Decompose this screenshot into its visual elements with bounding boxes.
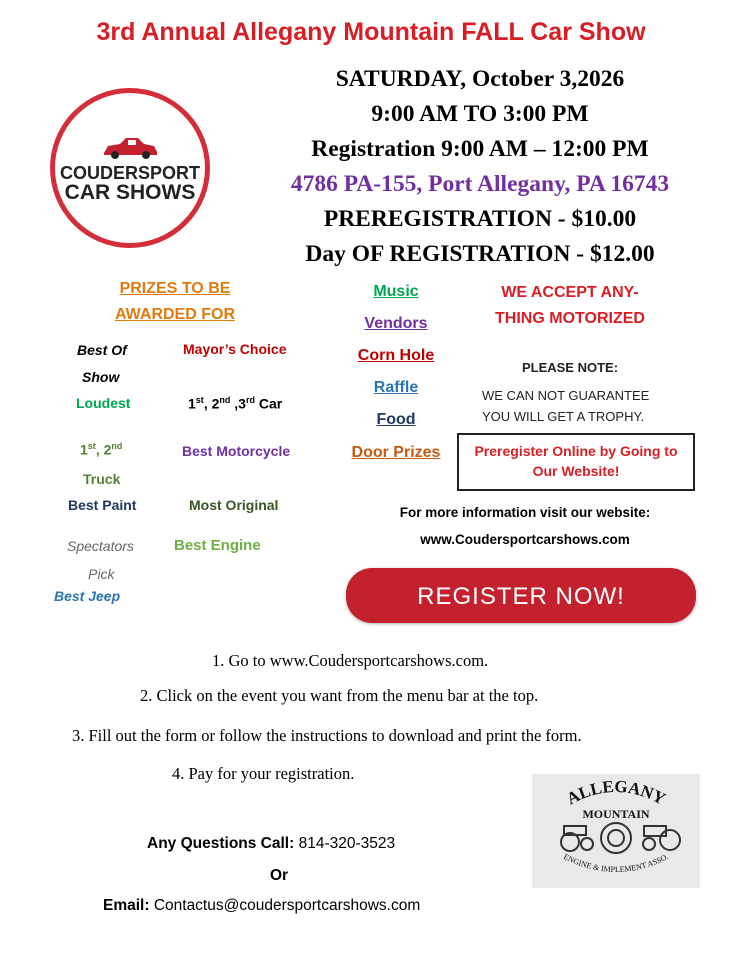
page-title: 3rd Annual Allegany Mountain FALL Car Show <box>96 18 646 46</box>
seal-graphic <box>532 774 700 888</box>
prize-most-original: Most Original <box>189 497 279 513</box>
prize-pick: Pick <box>88 566 115 582</box>
prize-show: Show <box>82 369 120 385</box>
logo-line2: CAR SHOWS <box>64 181 196 204</box>
or-text: Or <box>270 867 289 884</box>
preregister-box-line2: Our Website! <box>532 463 620 479</box>
prize-truck-places <box>80 441 122 458</box>
activity-music: Music <box>373 283 419 300</box>
preregister-online-box <box>457 433 695 491</box>
note-line2: YOU WILL GET A TROPHY. <box>482 409 645 424</box>
prize-car-places <box>188 395 282 412</box>
step-3: 3. Fill out the form or follow the instructions to download and print the form. <box>72 726 582 745</box>
truck-second-sup: nd <box>111 441 123 451</box>
car-second-sup: nd <box>219 395 231 405</box>
coudersport-logo <box>50 88 210 248</box>
truck-first: 1 <box>80 441 88 458</box>
activity-vendors: Vendors <box>364 315 428 332</box>
phone-number[interactable]: 814-320-3523 <box>294 835 396 852</box>
prize-truck: Truck <box>83 471 121 487</box>
logo-line1: COUDERSPORT <box>59 163 200 183</box>
preregistration-price: PREREGISTRATION - $10.00 <box>323 206 637 232</box>
car-word: Car <box>254 395 283 412</box>
step-1: 1. Go to www.Coudersportcarshows.com. <box>212 651 489 670</box>
event-time: 9:00 AM TO 3:00 PM <box>371 101 589 127</box>
questions-line <box>147 835 395 853</box>
preregister-box-line1: Preregister Online by Going to <box>474 443 678 459</box>
activity-door-prizes: Door Prizes <box>351 444 441 461</box>
step-4: 4. Pay for your registration. <box>172 764 355 783</box>
car-icon <box>100 135 160 161</box>
activity-raffle: Raffle <box>373 379 419 396</box>
prize-best-jeep: Best Jeep <box>54 588 121 604</box>
website-url[interactable]: www.Coudersportcarshows.com <box>420 532 630 547</box>
seal-top-text: ALLEGANY <box>563 776 669 809</box>
email-label: Email: <box>103 897 150 914</box>
note-line1: WE CAN NOT GUARANTEE <box>482 388 650 403</box>
registration-time: Registration 9:00 AM – 12:00 PM <box>311 136 649 162</box>
svg-text:ENGINE & IMPLEMENT ASSO. <box>562 852 670 874</box>
prize-best-motorcycle: Best Motorcycle <box>182 443 291 459</box>
email-line <box>103 897 420 915</box>
prize-best-engine: Best Engine <box>174 537 261 554</box>
allegany-mountain-seal <box>532 774 700 888</box>
prize-loudest: Loudest <box>76 395 131 411</box>
event-date: SATURDAY, October 3,2026 <box>335 66 625 92</box>
accept-line1: WE ACCEPT ANY- <box>501 284 639 301</box>
website-label: For more information visit our website: <box>399 505 651 520</box>
prize-spectators: Spectators <box>67 538 134 554</box>
day-of-registration-price: Day OF REGISTRATION - $12.00 <box>305 241 655 267</box>
prize-mayors-choice: Mayor’s Choice <box>183 341 287 357</box>
car-first: 1 <box>188 395 196 412</box>
event-address: 4786 PA-155, Port Allegany, PA 16743 <box>290 171 670 197</box>
prizes-heading-line2: AWARDED FOR <box>115 306 235 323</box>
car-third: ,3 <box>230 395 246 412</box>
activity-corn-hole: Corn Hole <box>357 347 435 364</box>
car-third-sup: rd <box>245 395 255 405</box>
prize-best-paint: Best Paint <box>68 497 137 513</box>
truck-second: , 2 <box>95 441 112 458</box>
seal-bottom-text: ENGINE & IMPLEMENT ASSO. <box>562 852 670 875</box>
svg-text:ALLEGANY <box>563 777 668 809</box>
accept-line2: THING MOTORIZED <box>495 310 645 327</box>
register-now-button[interactable]: REGISTER NOW! <box>346 568 696 623</box>
seal-middle-text: MOUNTAIN <box>582 807 650 821</box>
email-address[interactable]: Contactus@coudersportcarshows.com <box>149 897 421 914</box>
car-first-sup: st <box>195 395 204 405</box>
questions-label: Any Questions Call: <box>147 835 295 852</box>
prizes-heading-line1: PRIZES TO BE <box>119 280 231 297</box>
step-2: 2. Click on the event you want from the menu bar at the top. <box>140 686 539 705</box>
truck-first-sup: st <box>87 441 96 451</box>
activity-food: Food <box>376 411 416 428</box>
car-second: , 2 <box>203 395 220 412</box>
note-heading: PLEASE NOTE: <box>521 360 619 375</box>
prize-best-of: Best Of <box>77 342 127 358</box>
